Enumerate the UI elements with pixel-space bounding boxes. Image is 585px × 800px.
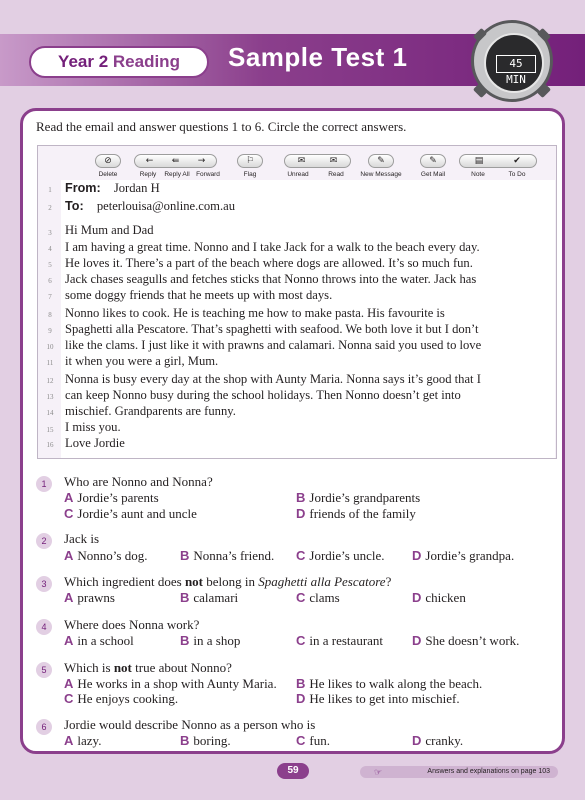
question-number: 6 — [36, 719, 52, 735]
line-number: 1 — [48, 186, 52, 194]
option-letter: C — [296, 633, 306, 648]
note-todo-group — [459, 154, 537, 168]
answer-option[interactable] — [64, 676, 277, 692]
answer-option[interactable] — [296, 733, 330, 749]
new-message-label: New Message — [360, 171, 402, 178]
question-number: 3 — [36, 576, 52, 592]
question-text: Jack is — [64, 531, 100, 546]
answer-option[interactable] — [296, 506, 416, 522]
line-number: 3 — [48, 229, 52, 237]
line-number: 5 — [48, 261, 52, 269]
email-line: some doggy friends that he meets up with most days. — [65, 288, 333, 302]
option-letter: B — [180, 548, 190, 563]
read-icon[interactable]: ✉ — [329, 156, 338, 166]
answer-option[interactable] — [412, 548, 514, 564]
to-value: peterlouisa@online.com.au — [96, 199, 236, 213]
option-letter: A — [64, 548, 74, 563]
email-line: Jack chases seagulls and fetches sticks that Nonno throws into the water. Jack has — [65, 272, 477, 286]
answer-option[interactable] — [64, 490, 159, 506]
option-letter: D — [412, 590, 422, 605]
option-text: clams — [309, 590, 340, 605]
option-text: Jordie’s grandparents — [309, 490, 421, 505]
question-text — [64, 660, 232, 676]
forward-label: Forward — [196, 171, 220, 178]
line-number: 8 — [48, 311, 52, 319]
email-line: I am having a great time. Nonno and I take Jack for a walk to the beach every day. — [65, 240, 480, 254]
answer-option[interactable] — [180, 633, 240, 649]
option-text: Jordie’s parents — [77, 490, 159, 505]
line-number: 11 — [46, 359, 54, 367]
option-text: fun. — [309, 733, 330, 748]
option-text: She doesn’t work. — [425, 633, 520, 648]
note-label: Note — [471, 171, 485, 178]
forward-icon[interactable]: → — [197, 156, 206, 166]
timer-knob — [473, 84, 487, 98]
email-line: He loves it. There’s a part of the beach where dogs are allowed. It’s so much fun. — [65, 256, 473, 270]
reply-all-label: Reply All — [164, 171, 190, 178]
question-text-emphasis: not — [113, 660, 132, 675]
email-from-row — [65, 181, 160, 196]
reply-label: Reply — [139, 171, 157, 178]
option-letter: D — [412, 548, 422, 563]
delete-label: Delete — [98, 171, 118, 178]
option-text: He likes to walk along the beach. — [309, 676, 483, 691]
flag-button[interactable]: ⚐ — [237, 154, 263, 168]
question-text-part: belong in — [203, 574, 259, 589]
from-value: Jordan H — [113, 181, 160, 195]
option-letter: B — [180, 633, 190, 648]
timer-icon — [471, 20, 553, 102]
option-letter: A — [64, 733, 74, 748]
subject-label: Reading — [112, 52, 180, 71]
option-letter: B — [180, 733, 190, 748]
unread-icon[interactable]: ✉ — [297, 156, 306, 166]
option-letter: D — [296, 506, 306, 521]
answer-option[interactable] — [296, 590, 340, 606]
option-text: Jordie’s uncle. — [309, 548, 385, 563]
todo-label: To Do — [508, 171, 526, 178]
line-number: 16 — [46, 441, 54, 449]
line-number: 10 — [46, 343, 54, 351]
question-text-part: ? — [385, 574, 392, 589]
read-buttons-group — [284, 154, 351, 168]
reply-buttons-group — [134, 154, 217, 168]
page-title: Sample Test 1 — [228, 42, 408, 72]
year-label: Year 2 — [58, 52, 109, 71]
answer-option[interactable] — [64, 506, 197, 522]
option-letter: B — [296, 490, 306, 505]
unread-label: Unread — [287, 171, 309, 178]
option-letter: D — [412, 633, 422, 648]
question-text-part: Which ingredient does — [64, 574, 185, 589]
question-number: 2 — [36, 533, 52, 549]
option-letter: A — [64, 490, 74, 505]
email-line: Nonna is busy every day at the shop with Aunty Maria. Nonna says it’s good that I — [65, 372, 481, 386]
answers-reference-text: Answers and explanations on page 103 — [427, 768, 550, 775]
option-text: cranky. — [425, 733, 464, 748]
answer-option[interactable] — [412, 633, 519, 649]
email-line: Nonno likes to cook. He is teaching me how to make pasta. His favourite is — [65, 306, 445, 320]
email-line: Spaghetti alla Pescatore. That’s spaghetti with seafood. We both love it but I don’t — [65, 322, 479, 336]
question-text: Where does Nonna work? — [64, 617, 200, 632]
note-icon[interactable]: ▤ — [474, 156, 484, 166]
new-message-button[interactable]: ✎ — [368, 154, 394, 168]
email-line: Love Jordie — [65, 436, 125, 450]
pointing-hand-icon: ☞ — [374, 767, 383, 777]
option-text: in a school — [77, 633, 134, 648]
to-label: To: — [65, 199, 84, 213]
option-text: He works in a shop with Aunty Maria. — [77, 676, 277, 691]
from-label: From: — [65, 181, 101, 195]
question-text-italic: Spaghetti alla Pescatore — [258, 574, 386, 589]
option-text: Nonno’s dog. — [77, 548, 148, 563]
line-number: 15 — [46, 426, 54, 434]
line-number: 6 — [48, 277, 52, 285]
option-letter: B — [296, 676, 306, 691]
line-number: 14 — [46, 409, 54, 417]
email-line: like the clams. I just like it with prawns and calamari. Nonna said you used to love — [65, 338, 482, 352]
answer-option[interactable] — [296, 490, 420, 506]
email-to-row — [65, 199, 235, 214]
answer-option[interactable] — [64, 590, 115, 606]
year-subject-badge — [29, 46, 209, 78]
option-letter: A — [64, 590, 74, 605]
option-text: He likes to get into mischief. — [309, 691, 460, 706]
option-letter: A — [64, 676, 74, 691]
line-number: 12 — [46, 377, 54, 385]
line-number: 4 — [48, 245, 52, 253]
reply-icon[interactable]: ← — [145, 156, 154, 166]
answer-option[interactable] — [64, 633, 134, 649]
option-letter: C — [296, 590, 306, 605]
answer-option[interactable] — [412, 590, 466, 606]
timer-readout: 45 MIN — [496, 55, 536, 73]
timer-knob — [537, 84, 551, 98]
question-number: 4 — [36, 619, 52, 635]
line-number: 13 — [46, 393, 54, 401]
option-letter: D — [412, 733, 422, 748]
todo-icon[interactable]: ✔ — [513, 156, 521, 166]
option-letter: C — [296, 733, 306, 748]
option-letter: C — [64, 691, 74, 706]
timer-face — [484, 33, 544, 93]
line-number: 9 — [48, 327, 52, 335]
option-text: lazy. — [77, 733, 102, 748]
email-line: Hi Mum and Dad — [65, 223, 154, 237]
answer-option[interactable] — [64, 548, 147, 564]
option-text: Jordie’s grandpa. — [425, 548, 515, 563]
get-mail-button[interactable]: ✎ — [420, 154, 446, 168]
option-text: Jordie’s aunt and uncle — [77, 506, 197, 521]
email-line: it when you were a girl, Mum. — [65, 354, 219, 368]
email-line: mischief. Grandparents are funny. — [65, 404, 236, 418]
option-letter: C — [296, 548, 306, 563]
answer-option[interactable] — [180, 733, 231, 749]
answer-option[interactable] — [412, 733, 463, 749]
answer-option[interactable] — [296, 633, 383, 649]
question-text — [64, 574, 391, 590]
read-label: Read — [328, 171, 344, 178]
option-text: chicken — [425, 590, 466, 605]
email-line: can keep Nonno busy during the school holidays. Then Nonno doesn’t get into — [65, 388, 461, 402]
option-letter: C — [64, 506, 74, 521]
option-text: Nonna’s friend. — [193, 548, 275, 563]
question-text-emphasis: not — [184, 574, 203, 589]
line-number: 2 — [48, 204, 52, 212]
option-text: in a shop — [193, 633, 241, 648]
answers-reference — [360, 766, 558, 778]
question-number: 1 — [36, 476, 52, 492]
answer-option[interactable] — [296, 691, 460, 707]
question-text: Who are Nonno and Nonna? — [64, 474, 213, 489]
delete-button[interactable]: ⊘ — [95, 154, 121, 168]
page-number: 59 — [277, 763, 309, 779]
line-number: 7 — [48, 293, 52, 301]
answer-option[interactable] — [296, 548, 384, 564]
option-letter: D — [296, 691, 306, 706]
get-mail-label: Get Mail — [420, 171, 446, 178]
option-text: He enjoys cooking. — [77, 691, 179, 706]
answer-option[interactable] — [64, 733, 101, 749]
flag-label: Flag — [243, 171, 257, 178]
email-line: I miss you. — [65, 420, 121, 434]
answer-option[interactable] — [64, 691, 178, 707]
answer-option[interactable] — [296, 676, 482, 692]
reply-all-icon[interactable]: ⇚ — [171, 156, 180, 166]
option-text: calamari — [193, 590, 239, 605]
option-letter: B — [180, 590, 190, 605]
instructions: Read the email and answer questions 1 to 6. Circle the correct answers. — [36, 119, 407, 134]
option-letter: A — [64, 633, 74, 648]
option-text: boring. — [193, 733, 231, 748]
answer-option[interactable] — [180, 548, 274, 564]
option-text: prawns — [77, 590, 115, 605]
question-number: 5 — [36, 662, 52, 678]
answer-option[interactable] — [180, 590, 238, 606]
question-text-part: true about Nonno? — [131, 660, 232, 675]
question-text: Jordie would describe Nonno as a person who is — [64, 717, 316, 732]
question-text-part: Which is — [64, 660, 114, 675]
option-text: friends of the family — [309, 506, 416, 521]
option-text: in a restaurant — [309, 633, 384, 648]
